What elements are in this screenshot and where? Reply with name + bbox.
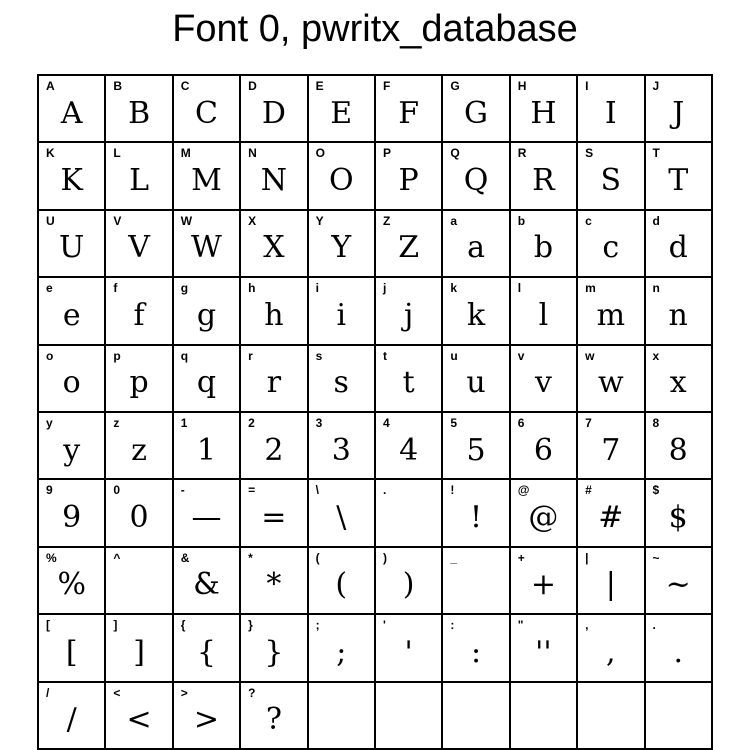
glyph-cell	[511, 615, 578, 682]
glyph-key-label: G	[450, 79, 460, 93]
glyph-key-label: [	[46, 618, 50, 633]
glyph-cell	[106, 480, 173, 547]
glyph-cell	[106, 211, 173, 278]
glyph-key-label: C	[180, 79, 190, 93]
glyph-key-label: l	[517, 281, 522, 296]
glyph-cell	[39, 211, 106, 278]
glyph-cell	[39, 278, 106, 345]
glyph-key-label: {	[180, 618, 186, 633]
glyph-key-label: X	[248, 213, 257, 228]
glyph-cell	[106, 76, 173, 143]
glyph-key-label: z	[113, 415, 120, 430]
glyph-cell	[443, 548, 510, 615]
glyph-key-label: o	[46, 348, 54, 363]
glyph-cell	[241, 548, 308, 615]
glyph-key-label: u	[450, 348, 458, 363]
glyph-cell	[443, 211, 510, 278]
glyph-sample: <	[126, 702, 152, 738]
glyph-cell	[376, 683, 443, 750]
glyph-sample: o	[62, 365, 81, 401]
glyph-cell	[106, 413, 173, 480]
glyph-cell	[309, 413, 376, 480]
glyph-sample: (	[335, 567, 348, 603]
glyph-sample: 7	[601, 432, 621, 468]
glyph-sample: H	[530, 95, 557, 131]
glyph-key-label: 5	[450, 415, 458, 430]
glyph-key-label: R	[517, 146, 527, 161]
glyph-sample: P	[398, 163, 419, 199]
glyph-cell	[443, 143, 510, 210]
glyph-key-label: *	[248, 550, 253, 565]
glyph-cell	[578, 143, 645, 210]
glyph-key-label: <	[113, 685, 121, 700]
glyph-key-label: Y	[315, 213, 324, 228]
glyph-key-label: f	[113, 281, 118, 296]
glyph-sample: .	[673, 634, 683, 670]
glyph-key-label: P	[382, 146, 391, 161]
glyph-key-label: .	[652, 618, 656, 633]
glyph-cell	[646, 76, 713, 143]
glyph-cell	[241, 76, 308, 143]
glyph-key-label: F	[382, 79, 391, 93]
glyph-cell	[376, 76, 443, 143]
glyph-cell	[309, 76, 376, 143]
glyph-cell	[443, 413, 510, 480]
glyph-key-label: j	[382, 281, 387, 296]
glyph-key-label: x	[652, 348, 660, 363]
glyph-sample: M	[191, 163, 222, 199]
glyph-cell	[578, 413, 645, 480]
glyph-cell	[443, 76, 510, 143]
glyph-key-label: d	[652, 213, 660, 228]
glyph-cell	[39, 413, 106, 480]
glyph-key-label: c	[585, 213, 592, 228]
glyph-cell	[241, 413, 308, 480]
glyph-sample: A	[60, 95, 83, 131]
glyph-key-label: |	[585, 550, 589, 565]
glyph-sample: !	[470, 500, 483, 536]
glyph-sample: {	[196, 634, 217, 670]
glyph-key-label: -	[180, 483, 185, 498]
glyph-key-label: 9	[46, 483, 53, 498]
glyph-sample: $	[668, 500, 688, 536]
glyph-cell	[443, 346, 510, 413]
glyph-cell	[106, 346, 173, 413]
glyph-cell	[309, 480, 376, 547]
glyph-cell	[106, 615, 173, 682]
glyph-key-label: B	[113, 79, 123, 93]
glyph-cell	[309, 615, 376, 682]
glyph-key-label: D	[248, 79, 257, 93]
glyph-sample: ;	[336, 634, 347, 670]
glyph-sample: z	[131, 432, 147, 468]
glyph-sample: [	[65, 634, 78, 670]
glyph-sample: U	[59, 230, 85, 266]
glyph-sample: =	[261, 500, 287, 536]
glyph-cell	[646, 683, 713, 750]
glyph-sample: >	[193, 702, 220, 738]
glyph-cell	[578, 211, 645, 278]
glyph-key-label: H	[517, 79, 527, 93]
glyph-cell	[646, 413, 713, 480]
glyph-key-label: h	[248, 281, 256, 296]
glyph-key-label: 1	[180, 415, 188, 430]
glyph-key-label: S	[585, 146, 594, 161]
glyph-key-label: Q	[450, 146, 460, 161]
glyph-sample: r	[266, 365, 282, 401]
glyph-cell	[443, 615, 510, 682]
glyph-sample: ]	[133, 634, 145, 670]
glyph-key-label: 3	[315, 415, 323, 430]
glyph-cell	[241, 211, 308, 278]
glyph-key-label: J	[652, 79, 660, 93]
glyph-sample: v	[534, 365, 552, 401]
glyph-sample: T	[668, 163, 689, 199]
glyph-sample: E	[330, 95, 353, 131]
glyph-cell	[443, 683, 510, 750]
glyph-sample	[376, 697, 441, 744]
glyph-key-label: Z	[382, 213, 391, 228]
glyph-sample: L	[129, 163, 150, 199]
glyph-sample: R	[532, 163, 555, 199]
glyph-key-label: :	[450, 618, 455, 633]
glyph-key-label: K	[46, 146, 55, 161]
glyph-cell	[646, 548, 713, 615]
glyph-sample: h	[264, 297, 284, 333]
glyph-key-label: ~	[652, 550, 660, 565]
glyph-sample: 6	[533, 432, 553, 468]
glyph-key-label: n	[652, 281, 660, 296]
glyph-cell	[174, 143, 241, 210]
glyph-sample	[511, 697, 576, 744]
glyph-key-label: 2	[248, 415, 255, 430]
glyph-cell	[578, 278, 645, 345]
glyph-cell	[578, 346, 645, 413]
glyph-key-label: 0	[113, 483, 121, 498]
glyph-cell	[309, 278, 376, 345]
glyph-key-label: $	[652, 483, 660, 498]
glyph-sample	[443, 697, 508, 744]
glyph-cell	[174, 278, 241, 345]
glyph-cell	[646, 615, 713, 682]
glyph-key-label: L	[113, 146, 121, 161]
glyph-key-label: ]	[113, 618, 118, 633]
glyph-cell	[511, 413, 578, 480]
glyph-sample: '	[404, 634, 413, 670]
glyph-key-label: A	[46, 79, 55, 93]
glyph-sample: u	[466, 365, 486, 401]
glyph-sample: %	[57, 567, 86, 603]
glyph-cell	[241, 143, 308, 210]
glyph-sample: /	[66, 702, 77, 738]
glyph-cell	[578, 683, 645, 750]
glyph-sample: d	[668, 230, 688, 266]
glyph-sample: O	[328, 163, 354, 199]
glyph-key-label: q	[180, 348, 189, 363]
glyph-key-label: _	[450, 550, 458, 565]
glyph-key-label: ,	[585, 618, 589, 633]
glyph-key-label: s	[315, 348, 323, 363]
glyph-key-label: &	[180, 550, 190, 565]
glyph-sample: F	[398, 95, 420, 131]
glyph-cell	[174, 211, 241, 278]
glyph-sample: 1	[196, 432, 217, 468]
glyph-key-label: b	[517, 213, 526, 228]
glyph-cell	[174, 548, 241, 615]
glyph-sample: f	[133, 297, 145, 333]
glyph-cell	[174, 76, 241, 143]
glyph-key-label: V	[113, 213, 122, 228]
glyph-sample: }	[264, 634, 284, 670]
glyph-key-label: e	[46, 281, 53, 296]
glyph-key-label: M	[180, 146, 191, 161]
glyph-sample: B	[128, 95, 151, 131]
glyph-sample: 9	[62, 500, 82, 536]
glyph-sample: Y	[331, 230, 352, 266]
glyph-sample: 4	[399, 432, 419, 468]
glyph-key-label: a	[450, 213, 458, 228]
glyph-sample: Q	[463, 163, 489, 199]
glyph-sample: x	[669, 365, 687, 401]
glyph-cell	[39, 548, 106, 615]
glyph-cell	[174, 480, 241, 547]
glyph-cell	[39, 683, 106, 750]
glyph-cell	[511, 683, 578, 750]
glyph-sample: ''	[535, 634, 552, 670]
glyph-sample: ~	[665, 567, 691, 603]
glyph-key-label: y	[46, 415, 53, 430]
glyph-cell	[174, 413, 241, 480]
glyph-sample: 3	[331, 432, 351, 468]
glyph-cell	[511, 278, 578, 345]
glyph-cell	[174, 683, 241, 750]
glyph-cell	[376, 346, 443, 413]
glyph-sample: Z	[398, 230, 420, 266]
glyph-cell	[309, 683, 376, 750]
glyph-cell	[578, 615, 645, 682]
glyph-cell	[646, 346, 713, 413]
glyph-key-label: +	[517, 550, 525, 565]
glyph-sample: X	[263, 230, 285, 266]
glyph-key-label: \	[315, 483, 319, 498]
glyph-key-label: O	[315, 146, 325, 161]
glyph-cell	[39, 480, 106, 547]
glyph-key-label: )	[382, 550, 387, 565]
glyph-sample: e	[62, 297, 81, 333]
glyph-cell	[376, 143, 443, 210]
glyph-sample: q	[196, 365, 217, 401]
glyph-sample: g	[196, 297, 217, 333]
glyph-cell	[39, 143, 106, 210]
glyph-cell	[376, 413, 443, 480]
glyph-key-label: /	[46, 685, 50, 700]
glyph-sample: y	[63, 432, 81, 468]
glyph-cell	[646, 278, 713, 345]
glyph-sample: m	[596, 297, 626, 333]
glyph-key-label: @	[517, 483, 530, 498]
glyph-sample	[309, 697, 374, 744]
glyph-key-label: 6	[517, 415, 525, 430]
glyph-cell	[376, 278, 443, 345]
glyph-cell	[241, 480, 308, 547]
glyph-key-label: g	[180, 281, 189, 296]
glyph-sample: S	[600, 163, 622, 199]
glyph-cell	[241, 615, 308, 682]
glyph-key-label: T	[652, 146, 660, 161]
glyph-cell	[646, 143, 713, 210]
glyph-sample: ,	[606, 634, 616, 670]
glyph-sample	[578, 697, 643, 744]
glyph-key-label: i	[315, 281, 319, 296]
glyph-cell	[443, 278, 510, 345]
glyph-sample: &	[193, 567, 220, 603]
glyph-sample: 0	[129, 500, 149, 536]
glyph-cell	[309, 143, 376, 210]
glyph-sample: #	[598, 500, 624, 536]
glyph-key-label: v	[517, 348, 525, 363]
glyph-sample: j	[403, 297, 414, 333]
glyph-sample: D	[261, 95, 286, 131]
glyph-sample: +	[530, 567, 556, 603]
glyph-key-label: ?	[248, 685, 256, 700]
glyph-sample: \	[336, 500, 347, 536]
glyph-key-label: t	[382, 348, 387, 363]
glyph-cell	[511, 76, 578, 143]
glyph-key-label: U	[46, 213, 55, 228]
glyph-key-label: I	[585, 79, 589, 93]
glyph-cell	[578, 548, 645, 615]
glyph-cell	[646, 211, 713, 278]
glyph-sample: l	[538, 297, 549, 333]
glyph-key-label: '	[382, 618, 386, 633]
glyph-cell	[106, 143, 173, 210]
glyph-sample: *	[266, 567, 282, 603]
glyph-cell	[241, 683, 308, 750]
glyph-key-label: ^	[113, 550, 121, 565]
glyph-sample: i	[336, 297, 347, 333]
glyph-cell	[106, 278, 173, 345]
glyph-key-label: 7	[585, 415, 592, 430]
glyph-sample: J	[672, 95, 685, 131]
glyph-key-label: E	[315, 79, 324, 93]
glyph-cell	[309, 211, 376, 278]
glyph-cell	[309, 346, 376, 413]
glyph-key-label: p	[113, 348, 121, 363]
glyph-sample	[376, 494, 441, 541]
glyph-cell	[511, 480, 578, 547]
glyph-sample: I	[604, 95, 617, 131]
glyph-cell	[241, 346, 308, 413]
glyph-sample: t	[402, 365, 415, 401]
glyph-sample: W	[191, 230, 222, 266]
glyph-key-label: r	[248, 348, 253, 363]
glyph-sample: )	[402, 567, 415, 603]
glyph-sample: 2	[264, 432, 284, 468]
glyph-cell	[511, 548, 578, 615]
glyph-cell	[511, 143, 578, 210]
glyph-sample: N	[260, 163, 287, 199]
glyph-cell	[376, 548, 443, 615]
glyph-cell	[376, 480, 443, 547]
glyph-sample: :	[470, 634, 482, 670]
glyph-sample: G	[464, 95, 489, 131]
glyph-sample: n	[668, 297, 688, 333]
glyph-sample: w	[597, 365, 624, 401]
glyph-sample	[443, 562, 508, 609]
glyph-key-label: W	[180, 213, 193, 228]
glyph-cell	[578, 480, 645, 547]
glyph-key-label: >	[180, 685, 188, 700]
glyph-key-label: N	[248, 146, 257, 161]
glyph-cell	[106, 548, 173, 615]
glyph-cell	[39, 76, 106, 143]
glyph-sample: |	[605, 567, 616, 603]
glyph-sample: k	[466, 297, 486, 333]
glyph-sample: p	[129, 365, 149, 401]
glyph-sample	[646, 697, 711, 744]
page-title: Font 0, pwritx_database	[172, 8, 578, 50]
glyph-sample: K	[60, 163, 83, 199]
glyph-sample: C	[194, 95, 218, 131]
glyph-cell	[443, 480, 510, 547]
glyph-cell	[578, 76, 645, 143]
glyph-key-label: w	[585, 348, 595, 363]
glyph-cell	[241, 278, 308, 345]
glyph-cell	[39, 615, 106, 682]
glyph-key-label: =	[248, 483, 256, 498]
glyph-sample: —	[191, 500, 222, 536]
glyph-key-label: %	[46, 550, 57, 565]
glyph-cell	[646, 480, 713, 547]
glyph-sample: 8	[668, 432, 688, 468]
glyph-sample: c	[602, 230, 620, 266]
glyph-sample: a	[467, 230, 485, 266]
glyph-key-label: !	[450, 483, 455, 498]
glyph-sample: s	[333, 365, 349, 401]
glyph-cell	[511, 346, 578, 413]
glyph-sample	[106, 562, 171, 609]
glyph-key-label: (	[315, 550, 320, 565]
glyph-key-label: k	[450, 281, 458, 296]
glyph-sample: ?	[265, 702, 282, 738]
glyph-key-label: }	[248, 618, 253, 633]
glyph-cell	[376, 211, 443, 278]
glyph-cell	[174, 615, 241, 682]
glyph-cell	[39, 346, 106, 413]
glyph-cell	[106, 683, 173, 750]
glyph-key-label: #	[585, 483, 592, 498]
glyph-sample: V	[128, 230, 150, 266]
glyph-sample: 5	[466, 432, 486, 468]
glyph-sample: b	[533, 230, 554, 266]
glyph-key-label: ;	[315, 618, 320, 633]
glyph-key-label: .	[382, 483, 387, 498]
glyph-cell	[511, 211, 578, 278]
glyph-cell	[309, 548, 376, 615]
glyph-sample: @	[528, 500, 559, 536]
glyph-key-label: "	[517, 618, 524, 633]
glyph-key-label: 4	[382, 415, 390, 430]
glyph-cell	[174, 346, 241, 413]
glyph-grid	[37, 74, 713, 750]
glyph-key-label: 8	[652, 415, 660, 430]
glyph-cell	[376, 615, 443, 682]
glyph-key-label: m	[585, 281, 596, 296]
